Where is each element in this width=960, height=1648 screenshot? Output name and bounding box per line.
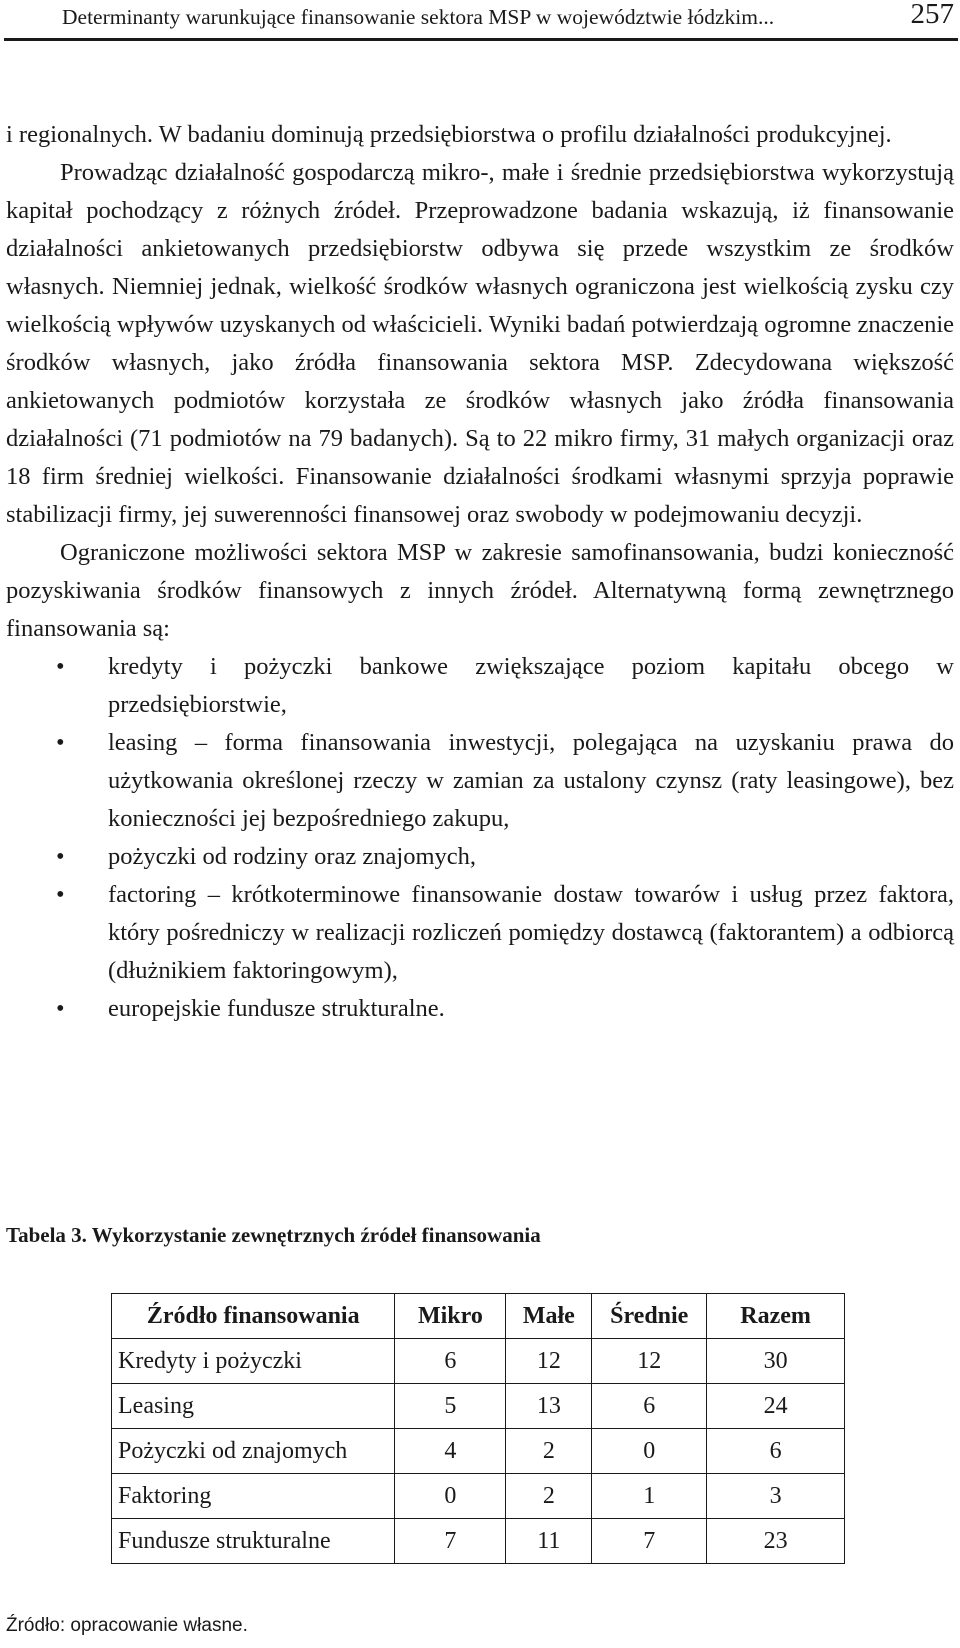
table-row [112, 1429, 845, 1474]
column-header: Średnie [592, 1294, 707, 1339]
table-caption: Tabela 3. Wykorzystanie zewnętrznych źródeł finansowania [6, 1223, 541, 1247]
paragraph-1: i regionalnych. W badaniu dominują przedsiębiorstwa o profilu działalności produkcyjnej. [6, 121, 892, 148]
table-row [112, 1384, 845, 1429]
running-header [62, 2, 954, 32]
table-cell: 1 [592, 1474, 707, 1519]
body-text [6, 116, 954, 1028]
list-item-text: pożyczki od rodziny oraz znajomych, [108, 843, 477, 870]
list-item [6, 724, 954, 838]
paragraph-2: Prowadząc działalność gospodarczą mikro-, małe i średnie przedsiębiorstwa wykorzystują kapitał pochodzący z różnych źródeł. Przeprowadzone badania wskazują, iż finansowanie działalności ankietowanych przedsiębiorstw odbywa się przede wszystkim ze środków własnych. Niemniej jednak, wielkość środków własnych ograniczona jest wielkością zysku czy wielkością wpływów uzyskanych od właścicieli. Wyniki badań potwierdzają ogromne znaczenie środków własnych, jako źródła finansowania sektora MSP. Zdecydowana większość ankietowanych podmiotów korzystała ze środków własnych jako źródła finansowania działalności (71 podmiotów na 79 badanych). Są to 22 mikro firmy, 31 małych organizacji oraz 18 firm średniej wielkości. Finansowanie działalności środkami własnymi sprzyja poprawie stabilizacji firmy, jej suwerenności finansowej oraz swobody w podejmowaniu decyzji. [6, 159, 954, 528]
table-cell: 13 [506, 1384, 592, 1429]
table-row [112, 1474, 845, 1519]
list-item [6, 838, 954, 876]
bullet-mark: • [56, 995, 65, 1022]
column-header: Źródło finansowania [112, 1294, 395, 1339]
table-cell: 4 [395, 1429, 506, 1474]
table-source-note: Źródło: opracowanie własne. [6, 1615, 248, 1636]
list-item-text: europejskie fundusze strukturalne. [108, 995, 445, 1022]
table-cell: 6 [395, 1339, 506, 1384]
table-cell: 6 [707, 1429, 845, 1474]
table-cell: 12 [592, 1339, 707, 1384]
bullet-mark: • [56, 729, 65, 756]
list-item [6, 876, 954, 990]
table-cell: 2 [506, 1429, 592, 1474]
bullet-mark: • [56, 653, 65, 680]
table-cell: Pożyczki od znajomych [112, 1429, 395, 1474]
table-cell: 24 [707, 1384, 845, 1429]
financing-forms-list [6, 648, 954, 1028]
table-cell: 5 [395, 1384, 506, 1429]
table-cell: 0 [395, 1474, 506, 1519]
table-cell: 30 [707, 1339, 845, 1384]
page-number: 257 [910, 0, 954, 30]
table-cell: Faktoring [112, 1474, 395, 1519]
table-cell: 3 [707, 1474, 845, 1519]
table-cell: 0 [592, 1429, 707, 1474]
running-title: Determinanty warunkujące finansowanie sektora MSP w województwie łódzkim... [62, 5, 775, 29]
table-row [112, 1339, 845, 1384]
table-header-row [112, 1294, 845, 1339]
list-item-text: kredyty i pożyczki bankowe zwiększające poziom kapitału obcego w przedsiębiorstwie, [108, 653, 954, 718]
table-cell: 12 [506, 1339, 592, 1384]
table-row [112, 1519, 845, 1564]
table-cell: 7 [592, 1519, 707, 1564]
table-cell: Kredyty i pożyczki [112, 1339, 395, 1384]
column-header: Razem [707, 1294, 845, 1339]
table-cell: 7 [395, 1519, 506, 1564]
list-item [6, 990, 954, 1028]
column-header: Małe [506, 1294, 592, 1339]
table-cell: 23 [707, 1519, 845, 1564]
column-header: Mikro [395, 1294, 506, 1339]
table-cell: Leasing [112, 1384, 395, 1429]
paragraph-3: Ograniczone możliwości sektora MSP w zakresie samofinansowania, budzi konieczność pozyskiwania środków finansowych z innych źródeł. Alternatywną formą zewnętrznego finansowania są: [6, 539, 954, 642]
list-item-text: factoring – krótkoterminowe finansowanie dostaw towarów i usług przez faktora, który pośredniczy w realizacji rozliczeń pomiędzy dostawcą (faktorantem) a odbiorcą (dłużnikiem faktoringowym), [108, 881, 954, 984]
list-item-text: leasing – forma finansowania inwestycji, polegająca na uzyskaniu prawa do użytkowania określonej rzeczy w zamian za ustalony czynsz (raty leasingowe), bez konieczności jej bezpośredniego zakupu, [108, 729, 954, 832]
table-cell: Fundusze strukturalne [112, 1519, 395, 1564]
table-cell: 11 [506, 1519, 592, 1564]
header-rule [4, 38, 958, 41]
financing-sources-table [111, 1293, 845, 1564]
list-item [6, 648, 954, 724]
table-cell: 6 [592, 1384, 707, 1429]
bullet-mark: • [56, 881, 65, 908]
bullet-mark: • [56, 843, 65, 870]
table-cell: 2 [506, 1474, 592, 1519]
